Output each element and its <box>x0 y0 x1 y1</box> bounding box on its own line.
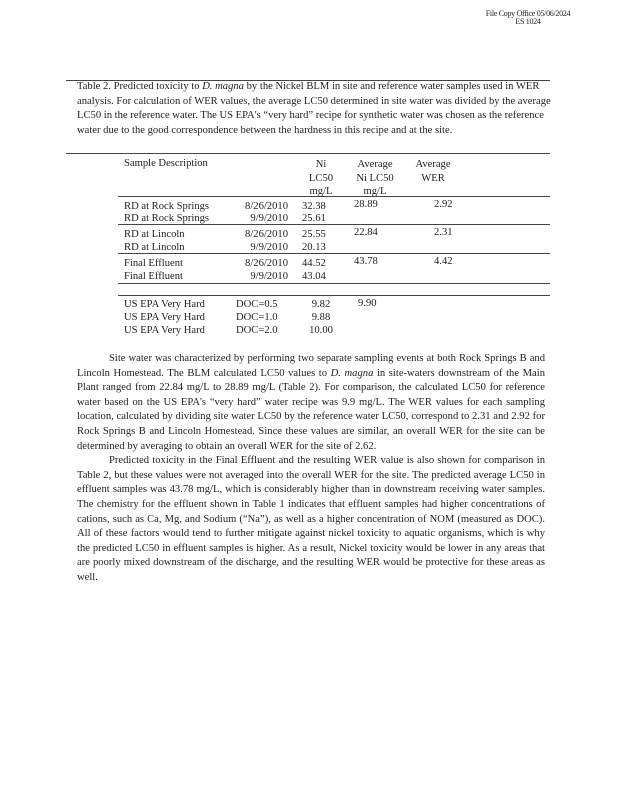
header-wer-line1: Average <box>415 159 451 170</box>
table-row-lc50: 43.04 <box>302 271 326 282</box>
paragraph-site-water <box>77 352 545 454</box>
italic-run: D. magna <box>202 81 244 92</box>
table-row-desc: Final Effluent <box>124 258 183 269</box>
table-row-lc50: 20.13 <box>302 242 326 253</box>
table-row-lc50: 25.61 <box>302 213 326 224</box>
table-row-lc50: 32.38 <box>302 201 326 212</box>
header-ni-lc50 <box>296 158 346 199</box>
table-row-desc: Final Effluent <box>124 271 183 282</box>
text-run: in site-waters downstream of the Main Plant ranged from 22.84 mg/L to 28.89 mg/L (Table 2). For comparison, the calculated LC50 for reference water based on the US EPA's “very hard” water recipe was 9.9 mg/L. The WER values for each sampling location, calculated by dividing site water LC50 by the reference water LC50, correspond to 2.31 and 2.92 for Rock Springs B and Lincoln Homestead. Since these values are similar, an overall WER for the site can be determined by averaging to obtain an overall WER for the site of 2.62. <box>77 367 545 452</box>
reference-row-doc: DOC=2.0 <box>236 325 278 336</box>
reference-average-lc50: 9.90 <box>358 298 377 309</box>
text-run: by the Nickel BLM in site and reference water samples used in WER analysis. For calculation of WER values, the average LC50 determined in site water was divided by the average LC50 in the reference water. The US EPA's “very hard” recipe for synthetic water was chosen as the reference water due to the good correspondence between the hardness in this recipe and at the site. <box>77 81 551 136</box>
table-row-date: 8/26/2010 <box>245 201 288 212</box>
reference-row-desc: US EPA Very Hard <box>124 325 205 336</box>
text-run: Table 2. Predicted toxicity to <box>77 81 203 92</box>
header-avg-line3: mg/L <box>363 186 387 197</box>
header-ni-line3: mg/L <box>309 186 333 197</box>
reference-row-desc: US EPA Very Hard <box>124 299 205 310</box>
body-text <box>77 352 545 586</box>
table-top-rule <box>66 80 550 81</box>
table-row-date: 9/9/2010 <box>250 242 288 253</box>
group-average-lc50: 22.84 <box>354 227 378 238</box>
text-run: Predicted toxicity in the Final Effluent and the resulting WER value is also shown for comparison in Table 2, but these values were not averaged into the overall WER for the site. The predicted average LC50 in effluent samples was 43.78 mg/L, which is considerably higher than in downstream receiving water samples. The chemistry for the effluent shown in Table 1 indicates that effluent samples had higher concentrations of cations, such as Ca, Mg, and Sodium (“Na”), as well as a higher concentration of NOM (measured as DOC). All of these factors would tend to further mitigate against nickel toxicity to aquatic organisms, which is why the predicted LC50 in effluent samples is higher. As a result, Nickel toxicity would be lower in any areas that are poorly mixed downstream of the discharge, and the resulting WER would be protective for these areas as well. <box>77 455 545 583</box>
header-ni-line1: Ni <box>315 159 327 170</box>
table-row-desc: RD at Rock Springs <box>124 201 210 212</box>
table-row-date: 9/9/2010 <box>250 271 288 282</box>
group-average-wer: 2.92 <box>434 199 453 210</box>
group-average-lc50: 28.89 <box>354 199 378 210</box>
header-average-ni-lc50 <box>342 158 408 199</box>
table-caption <box>77 80 551 138</box>
received-stamp: File Copy Office 05/06/2024 ES 1024 <box>485 9 571 26</box>
header-wer-line2: WER <box>421 172 445 184</box>
reference-row-lc50: 9.88 <box>311 312 331 323</box>
reference-top-rule <box>118 295 550 296</box>
header-sample-description: Sample Description <box>124 158 208 169</box>
group-average-lc50: 43.78 <box>354 256 378 267</box>
table-bottom-rule <box>118 283 550 284</box>
table-row-lc50: 44.52 <box>302 258 326 269</box>
group-average-wer: 2.31 <box>434 227 453 238</box>
reference-row-desc: US EPA Very Hard <box>124 312 205 323</box>
header-average-wer <box>404 158 462 185</box>
group-average-wer: 4.42 <box>434 256 453 267</box>
paragraph-final-effluent <box>77 454 545 585</box>
header-avg-line1: Average <box>357 159 393 170</box>
text-run: Site water was characterized by performing two separate sampling events at both Rock Springs B and Lincoln Homestead. The BLM calculated LC50 values to <box>77 353 545 379</box>
reference-row-lc50: 9.82 <box>311 299 331 310</box>
table-row-desc: RD at Rock Springs <box>124 213 210 224</box>
reference-row-lc50: 10.00 <box>309 325 333 336</box>
reference-row-doc: DOC=1.0 <box>236 312 278 323</box>
table-header-top-rule <box>66 153 550 154</box>
table-row-desc: RD at Lincoln <box>124 242 185 253</box>
table-row-date: 8/26/2010 <box>245 258 288 269</box>
header-avg-line2: Ni LC50 <box>356 172 394 184</box>
table-row-date: 9/9/2010 <box>250 213 288 224</box>
table-row-date: 8/26/2010 <box>245 229 288 240</box>
table-row-lc50: 25.55 <box>302 229 326 240</box>
reference-row-doc: DOC=0.5 <box>236 299 278 310</box>
header-ni-line2: LC50 <box>308 172 334 184</box>
italic-run: D. magna <box>330 367 374 379</box>
table-row-desc: RD at Lincoln <box>124 229 185 240</box>
